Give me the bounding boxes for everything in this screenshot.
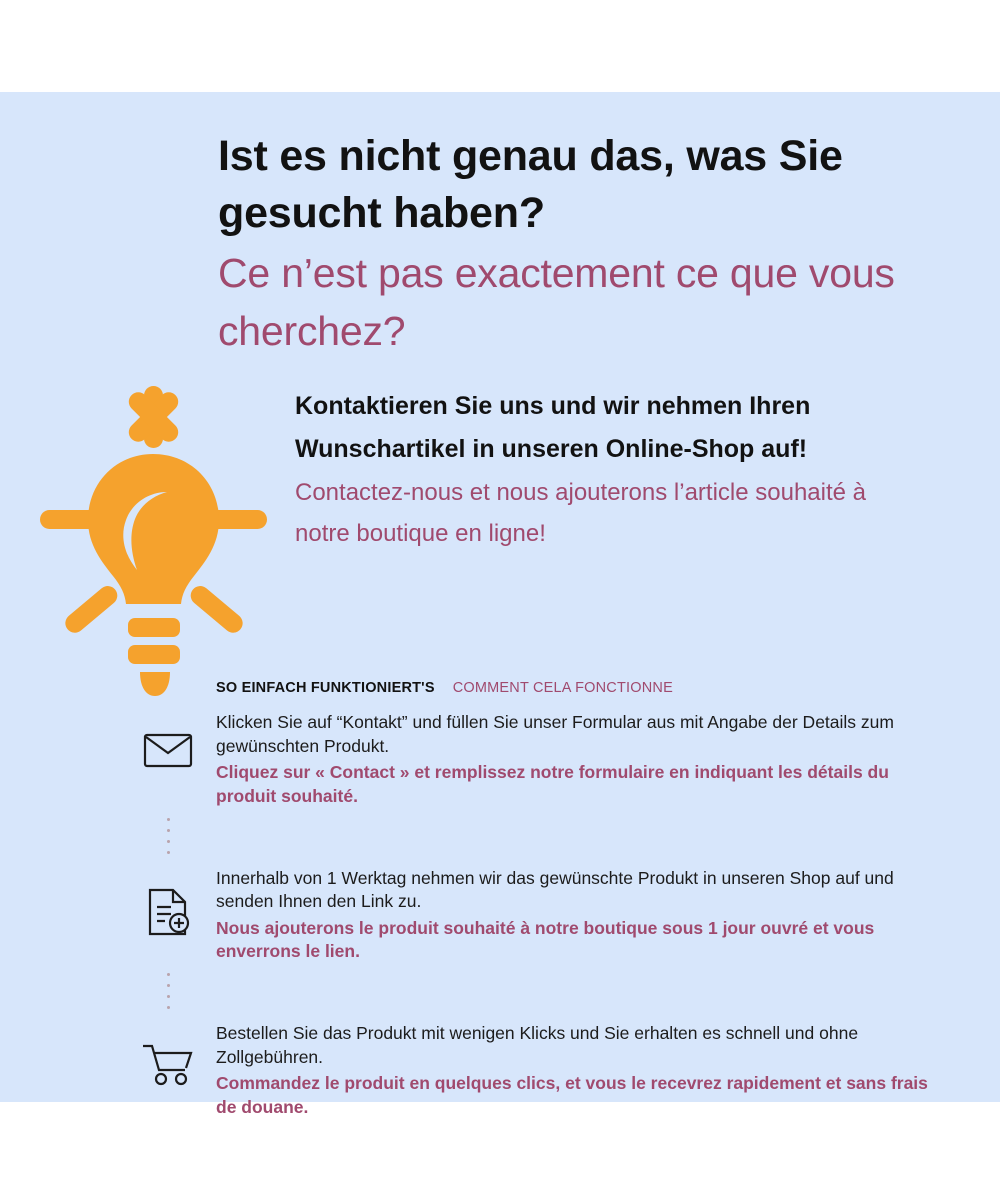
list-item bbox=[120, 863, 940, 965]
dotted-divider bbox=[120, 809, 216, 863]
howto-label-german: SO EINFACH FUNKTIONIERT'S bbox=[216, 680, 435, 696]
step-text bbox=[216, 863, 940, 965]
subheadline-german: Kontaktieren Sie uns und wir nehmen Ihren Wunschartikel in unseren Online-Shop auf! bbox=[295, 392, 811, 463]
step-connector bbox=[120, 964, 940, 1018]
shopping-cart-icon bbox=[120, 1018, 216, 1086]
step-german: Innerhalb von 1 Werktag nehmen wir das gewünschte Produkt in unseren Shop auf und senden Ihnen den Link zu. bbox=[216, 867, 894, 912]
howto-heading bbox=[216, 680, 673, 696]
step-german: Bestellen Sie das Produkt mit wenigen Klicks und Sie erhalten es schnell und ohne Zollgebühren. bbox=[216, 1023, 859, 1067]
step-french: Cliquez sur « Contact » et remplissez notre formulaire en indiquant les détails du produit souhaité. bbox=[216, 762, 889, 806]
headline-french: Ce n’est pas exactement ce que vous cherchez? bbox=[218, 249, 895, 354]
subheadline-block bbox=[295, 385, 915, 555]
document-add-icon bbox=[120, 863, 216, 937]
step-connector bbox=[120, 809, 940, 863]
step-text bbox=[216, 1018, 940, 1120]
subheadline-french: Contactez-nous et nous ajouterons l’article souhaité à notre boutique en ligne! bbox=[295, 479, 867, 548]
headline-german: Ist es nicht genau das, was Sie gesucht haben? bbox=[218, 132, 843, 237]
step-french: Commandez le produit en quelques clics, et vous le recevrez rapidement et sans frais de douane. bbox=[216, 1073, 928, 1117]
promo-banner bbox=[0, 92, 1000, 1117]
step-text bbox=[216, 707, 940, 809]
step-german: Klicken Sie auf “Kontakt” und füllen Sie unser Formular aus mit Angabe der Details zum gewünschten Produkt. bbox=[216, 712, 894, 756]
list-item bbox=[120, 1018, 940, 1120]
dotted-divider bbox=[120, 964, 216, 1018]
steps-list bbox=[120, 707, 940, 1120]
step-french: Nous ajouterons le produit souhaité à notre boutique sous 1 jour ouvré et vous enverrons le lien. bbox=[216, 917, 875, 962]
headline-block bbox=[218, 128, 918, 360]
envelope-icon bbox=[120, 707, 216, 769]
list-item bbox=[120, 707, 940, 809]
howto-label-french: COMMENT CELA FONCTIONNE bbox=[452, 680, 673, 696]
